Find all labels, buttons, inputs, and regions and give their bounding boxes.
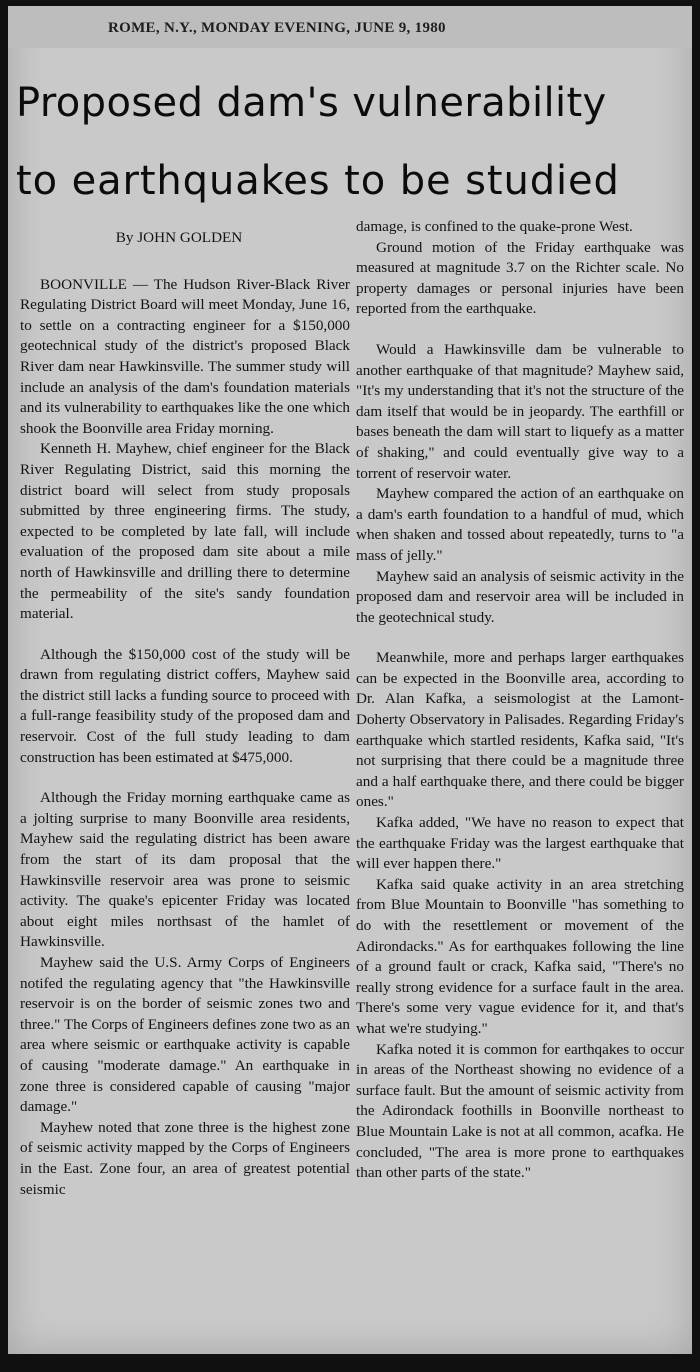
headline-line-2: to earthquakes to be studied xyxy=(16,158,620,204)
article-paragraph: Mayhew said an analysis of seismic activity in the proposed dam and reservoir area will be included in the geotechnical study. xyxy=(356,567,684,626)
article-paragraph: Mayhew noted that zone three is the highest zone of seismic activity mapped by the Corps of Engineers in the East. Zone four, an area of greatest potential seismic xyxy=(20,1118,350,1198)
article-paragraph: Mayhew compared the action of an earthquake on a dam's earth foundation to a handful of mud, which when shaken and tossed about repeatedly, turns to "a mass of jelly." xyxy=(356,485,684,564)
article-paragraph: Kafka added, "We have no reason to expect that the earthquake Friday was the largest earthquake that will ever happen there." xyxy=(356,814,684,873)
newspaper-clipping xyxy=(8,6,692,1354)
article-paragraph: Kafka noted it is common for earthqakes to occur in areas of the Northeast showing no evidence of a surface fault. But the amount of seismic activity from the Adirondack foothills in Boonville northeast to Blue Mountain Lake is not at all common, acafka. He concluded, "The area is more prone to earthquakes than other parts of the state." xyxy=(356,1040,684,1182)
dateline: ROME, N.Y., MONDAY EVENING, JUNE 9, 1980 xyxy=(108,20,446,36)
article-paragraph: Kafka said quake activity in an area stretching from Blue Mountain to Boonville "has something to do with the resettlement or movement of the Adirondacks." As for earthquakes following the line of a ground fault or crack, Kafka said, "There's no really strong evidence for a surface fault in the area. There's some very vague evidence for it, and that's what we're studying." xyxy=(356,875,684,1037)
right-column xyxy=(356,217,684,1184)
article-paragraph: Kenneth H. Mayhew, chief engineer for the Black River Regulating District, said this morning the district board will select from study proposals submitted by three engineering firms. The study, expected to be completed by late fall, will include evaluation of the proposed dam site about a mile north of Hawkinsville and drilling there to determine the permeability of the site's sandy foundation material. xyxy=(20,440,350,623)
article-paragraph: Although the $150,000 cost of the study will be drawn from regulating district coffers, Mayhew said the district still lacks a funding source to proceed with a full-range feasibility study of the proposed dam and reservoir. Cost of the full study leading to dam construction has been estimated at $475,000. xyxy=(20,645,350,766)
article-paragraph: BOONVILLE — The Hudson River-Black River Regulating District Board will meet Monday, June 16, to settle on a contracting engineer for a $150,000 geotechnical study of the district's proposed Black River dam near Hawkinsville. The summer study will include an analysis of the dam's foundation materials and its vulnerability to earthquakes like the one which shook the Boonville area Friday morning. xyxy=(20,275,350,437)
byline: By JOHN GOLDEN xyxy=(115,229,243,246)
article-paragraph: Would a Hawkinsville dam be vulnerable to another earthquake of that magnitude? Mayhew said, "It's my understanding that it's not the structure of the dam itself that would be in jeopardy. The earthfill or bases beneath the dam will start to liquefy as a matter of shaking," and could eventually give way to a torrent of reservoir water. xyxy=(356,340,684,482)
article-paragraph: Meanwhile, more and perhaps larger earthquakes can be expected in the Boonville area, according to Dr. Alan Kafka, a seismologist at the Lamont-Doherty Observatory in Palisades. Regarding Friday's earthquake which startled residents, Kafka said, "It's not surprising that there could be a magnitude three and a half earthquake there, and there could be bigger ones." xyxy=(356,649,684,811)
article-paragraph: Although the Friday morning earthquake came as a jolting surprise to many Boonville area residents, Mayhew said the regulating district has been aware from the start of its dam proposal that the Hawkinsville reservoir area was prone to seismic activity. The quake's epicenter Friday was located about eight miles northsast of the hamlet of Hawkinsville. xyxy=(20,789,350,951)
article-paragraph: damage, is confined to the quake-prone West. xyxy=(356,218,633,235)
article-paragraph: Mayhew said the U.S. Army Corps of Engineers notifed the regulating agency that "the Hawkinsville reservoir is on the border of seismic zones two and three." The Corps of Engineers defines zone two as an area where seismic or earthquake activity is capable of causing "moderate damage." An earthquake in zone three is considered capable of causing "major damage." xyxy=(20,954,350,1116)
masthead-strip xyxy=(8,6,692,48)
left-column xyxy=(20,228,350,1200)
article-paragraph: Ground motion of the Friday earthquake was measured at magnitude 3.7 on the Richter scale. No property damages or personal injuries have been reported from the earthquake. xyxy=(356,238,684,318)
headline-line-1: Proposed dam's vulnerability xyxy=(16,80,607,126)
